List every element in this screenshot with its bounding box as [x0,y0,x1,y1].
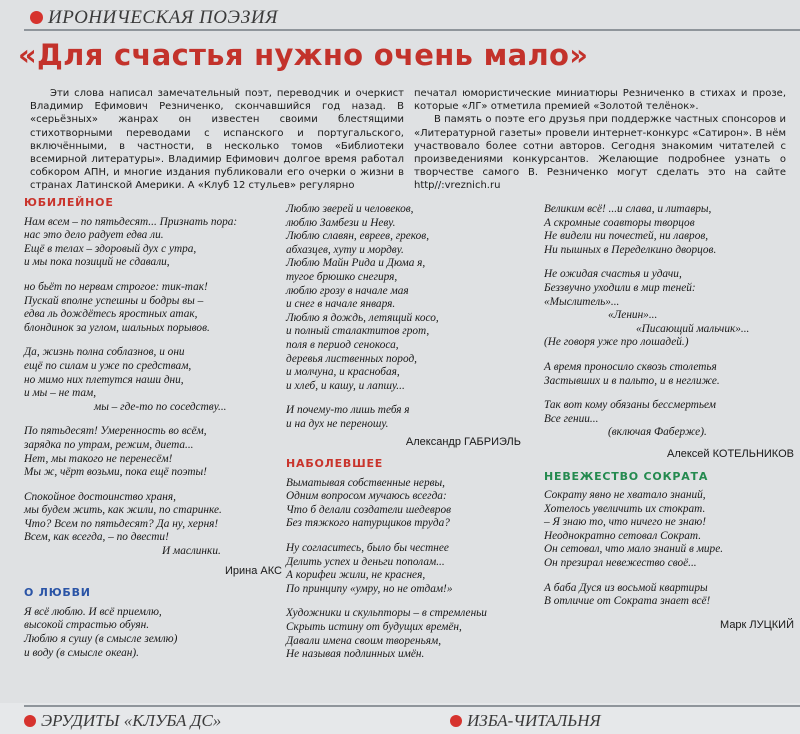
verse-line: (Не говоря уже про лошадей.) [544,336,689,349]
verse-line: Сократу явно не хватало знаний, [544,489,706,502]
stanza [286,404,541,431]
verse-line: Ни пышных в Переделкино дворцов. [544,243,717,256]
author-name: Ирина АКС [225,564,282,577]
verse-line: Спокойное достоинство храня, [24,490,176,503]
verse-line: блондинок за углом, шальных порывов. [24,321,210,334]
verse-line: «Мыслитель»... [544,295,620,308]
stanza [24,491,282,559]
verse-line: Не ожидая счастья и удачи, [544,268,682,281]
verse-line: зарядка по утрам, режим, диета... [24,438,194,451]
verse-line: Беззвучно уходили в мир теней: [544,281,696,294]
verse-line: едва ль дождётесь яростных атак, [24,308,198,321]
column-right [544,203,794,640]
verse-line: Великим всё! ...и слава, и литавры, [544,203,712,215]
stanza [286,542,541,596]
verse-line: мы будем жить, как жили, по старинке. [24,504,222,517]
verse-line: Скрыть истину от будущих времён, [286,621,462,634]
verse-line: Выматывая собственные нервы, [286,476,445,489]
rubric-divider [24,29,800,31]
verse-line: Не видели ни почестей, ни лавров, [544,230,709,243]
verse-line: Ну согласитесь, было бы честнее [286,542,449,555]
verse-line: нас это дело радует едва ли. [24,229,164,242]
verse-line: А корифеи жили, не краснея, [286,569,426,582]
verse-line: Художники и скульпторы – в стремленьи [286,607,487,620]
verse-line: и полный сталактитов грот, [286,325,430,338]
intro-paragraph: Эти слова написал замечательный поэт, переводчик и очеркист Владимир Ефимович Резниченко, скончавшийся год назад. В «серьёзных» жанрах он известен своими блестящими стихотворными переводами с испанского и португальского, включёнными, в частности, в несколько томов «Библиотеки всемирной литературы». Владимир Ефимович долгое время работал собкором АПН, и многие издания публиковали его очерки о жизни в странах Латинской Америки. А «Клуб 12 стульев» регулярно [30,88,404,192]
bottom-rubric-text: ИЗБА-ЧИТАЛЬНЯ [467,711,601,730]
stanza [24,346,282,414]
verse-line: А баба Дуся из восьмой квартиры [544,581,708,594]
verse-line: Не называя подлинных имён. [286,648,425,661]
verse-line: и на дух не переношу. [286,417,389,430]
bottom-rubric-bar [0,703,800,734]
verse-line: Люблю славян, евреев, греков, [286,230,430,243]
verse-line: Люблю я дождь, летящий косо, [286,311,439,324]
rubric-text: ИРОНИЧЕСКАЯ ПОЭЗИЯ [48,7,279,28]
stanza [24,281,282,335]
verse-line: И маслинки. [162,545,221,558]
verse-line: Мы ж, чёрт возьми, пока ещё поэты! [24,466,207,479]
verse-line: По принципу «умру, но не отдам!» [286,582,453,595]
verse-line: Я всё люблю. И всё приемлю, [24,605,162,618]
stanza [544,361,794,388]
verse-line: абхазцев, хуту и мордву. [286,243,404,256]
verse-line: Все гении... [544,412,599,425]
verse-line: и мы – не там, [24,387,97,400]
stanza [286,477,541,531]
verse-line: высокой страстью обуян. [24,619,150,632]
intro-paragraph: печатал юмористические миниатюры Резниченко в стихах и прозе, которые «ЛГ» отметила премией «Золотой телёнок». [414,88,786,113]
stanza [24,606,282,660]
verse-line: В отличие от Сократа знает всё! [544,595,711,608]
verse-line: но бьёт по нервам строгое: тик-так! [24,280,208,293]
stanza [286,607,541,661]
intro-right [414,87,786,193]
stanza [544,268,794,350]
verse-line: поля в период сенокоса, [286,338,399,351]
verse-line: Люблю я сушу (в смысле землю) [24,633,178,646]
verse-line: Нам всем – по пятьдесят... Признать пора: [24,215,238,228]
verse-line: Без тяжкого натурщиков труда? [286,517,450,530]
rubric-title [30,7,278,29]
verse-line: «Писающий мальчик»... [636,322,750,335]
author-name: Алексей КОТЕЛЬНИКОВ [667,447,794,460]
bottom-rubric-text: ЭРУДИТЫ «КЛУБА ДС» [41,711,222,730]
section-heading: НЕВЕЖЕСТВО СОКРАТА [544,469,709,483]
stanza [544,203,794,257]
verse-line: Неоднократно сетовал Сократ. [544,529,702,542]
section-heading: ЮБИЛЕЙНОЕ [24,196,114,209]
section-heading: НАБОЛЕВШЕЕ [286,457,384,471]
bottom-rubric-left [24,711,221,731]
verse-line: И почему-то лишь тебя я [286,404,410,417]
verse-line: и воду (в смысле океан). [24,646,139,659]
verse-line: Пускай вполне успешны и бодры вы – [24,294,204,307]
verse-line: тугое брюшко снегиря, [286,270,398,283]
verse-line: (включая Фаберже). [608,426,707,439]
verse-line: Давали имена своим твореньям, [286,634,442,647]
author-name: Марк ЛУЦКИЙ [720,618,794,631]
verse-line: Нет, мы такого не перенесём! [24,452,173,465]
page-title: «Для счастья нужно очень мало» [18,38,589,72]
verse-line: Что б делали создатели шедевров [286,503,451,516]
stanza [544,399,794,440]
stanza [24,216,282,270]
rubric-bar [0,0,800,36]
verse-line: Ещё в телах – здоровый дух с утра, [24,242,197,255]
verse-line: «Ленин»... [608,309,658,322]
verse-line: А скромные соавторы творцов [544,216,695,229]
verse-line: Люблю зверей и человеков, [286,203,414,215]
verse-line: Хотелось увеличить их стократ. [544,502,706,515]
verse-line: и молчуна, и краснобая, [286,366,400,379]
verse-line: Он сетовал, что мало знаний в мире. [544,543,724,556]
bullet-icon [24,715,36,727]
verse-line: Что? Всем по пятьдесят? Да ну, херня! [24,517,219,530]
intro-paragraph: В память о поэте его друзья при поддержке частных спонсоров и «Литературной газеты» провели интернет-конкурс «Сатирон». В нём участвовало более сотни авторов. Сегодня знакомим читателей с произведениями конкурсантов. Желающие подробнее узнать о творчестве самого В. Резниченко могут сделать это на сайте http//:vreznich.ru [414,114,786,192]
verse-line: – Я знаю то, что ничего не знаю! [544,516,707,529]
verse-line: но мимо них плетутся наши дни, [24,373,184,386]
verse-line: и снег в начале января. [286,298,396,311]
bullet-icon [30,11,43,24]
author-name: Александр ГАБРИЭЛЬ [405,435,521,448]
stanza [24,425,282,479]
verse-line: Он презирал невежество своё... [544,557,697,570]
verse-line: Да, жизнь полна соблазнов, и они [24,346,185,359]
stanza [286,203,541,393]
verse-line: и хлеб, и кашу, и лапшу... [286,379,405,392]
intro-left [30,87,404,193]
column-middle [286,203,541,673]
verse-line: Люблю Майн Рида и Дюма я, [286,257,426,270]
verse-line: мы – где-то по соседству... [94,400,227,413]
column-left [24,196,282,671]
bullet-icon [450,715,462,727]
verse-line: Одним вопросом мучаюсь всегда: [286,490,447,503]
verse-line: деревья лиственных пород, [286,352,417,365]
bottom-rubric-right [450,711,601,731]
stanza [544,489,794,571]
verse-line: Всем, как всегда, – по двести! [24,531,169,544]
verse-line: люблю Замбези и Неву. [286,216,396,229]
bottom-divider [24,705,800,707]
verse-line: По пятьдесят! Умеренность во всём, [24,425,207,438]
section-heading: О ЛЮБВИ [24,586,91,600]
verse-line: Делить успех и деньги пополам... [286,555,445,568]
verse-line: А время проносило сквозь столетья [544,360,717,373]
stanza [544,582,794,609]
verse-line: ещё по силам и уже по средствам, [24,359,192,372]
verse-line: люблю грозу в начале мая [286,284,409,297]
verse-line: Застывших и в пальто, и в неглиже. [544,374,720,387]
verse-line: и мы пока позиций не сдавали, [24,256,170,269]
verse-line: Так вот кому обязаны бессмертьем [544,399,716,412]
